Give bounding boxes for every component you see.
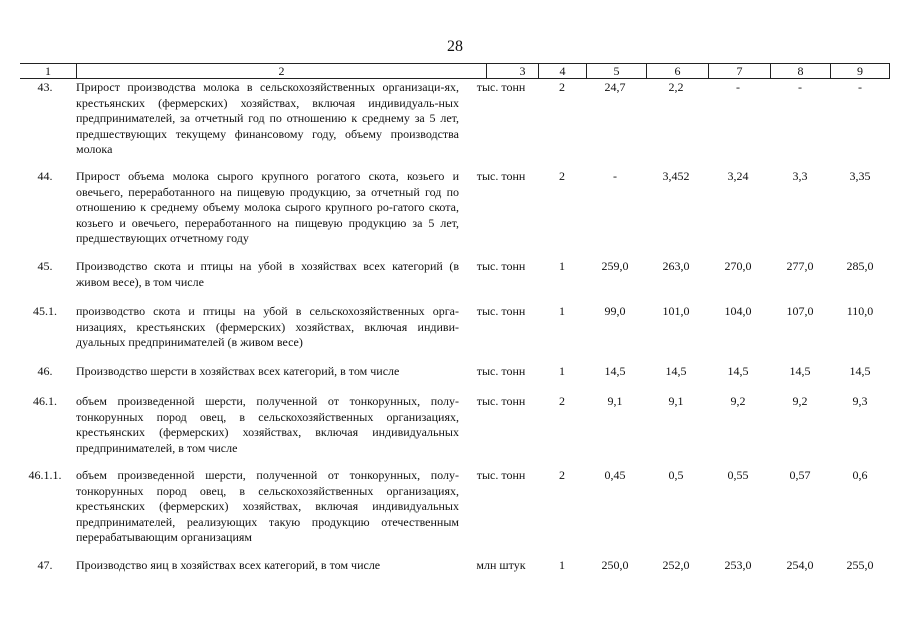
- row-col-9: 9,3: [852, 394, 868, 408]
- row-col-4: 2: [559, 80, 565, 94]
- row-unit: млн штук: [476, 558, 526, 572]
- row-col-6: 3,452: [662, 169, 690, 183]
- row-unit: тыс. тонн: [476, 259, 526, 273]
- row-col-5: 99,0: [604, 304, 626, 318]
- row-col-4: 2: [559, 394, 565, 408]
- row-col-8: 107,0: [786, 304, 814, 318]
- row-indicator-name: Прирост производства молока в сельскохозяйственных организаци-ях, крестьянских (фермерских) хозяйствах, включая индивидуаль-ных предпринимателей, за отчетный год по отношению к среднему за 5 лет, предшествующих текущему финансовому году, объему производства молока: [76, 80, 459, 156]
- row-col-6: 2,2: [668, 80, 684, 94]
- row-number: 47.: [37, 558, 53, 572]
- row-col-5: 9,1: [607, 394, 623, 408]
- row-col-4: 2: [559, 169, 565, 183]
- row-col-4: 1: [559, 364, 565, 378]
- row-col-4: 2: [559, 468, 565, 482]
- row-unit: тыс. тонн: [476, 169, 526, 183]
- row-col-8: 277,0: [786, 259, 814, 273]
- row-indicator-name: объем произведенной шерсти, полученной от тонкорунных, полу-тонкорунных пород овец, в сельскохозяйственных организациях, крестьянских (фермерских) хозяйствах, включая индивидуальных предпринимателей, реализующих такую продукцию отечественным перерабатывающим организациям: [76, 468, 459, 544]
- row-number: 46.: [37, 364, 53, 378]
- row-indicator-name: Производство шерсти в хозяйствах всех категорий, в том числе: [76, 364, 400, 378]
- row-indicator-name: Прирост объема молока сырого крупного рогатого скота, козьего и овечьего, переработанного на пищевую продукцию, за отчетный год по отношению к среднему объему молока сырого крупного ро-гатого скота, козьего и овечьего, переработанного на пищевую продукцию за 5 лет, предшествующих отчетному году: [76, 169, 459, 245]
- row-col-8: -: [798, 80, 802, 94]
- row-col-9: 3,35: [849, 169, 871, 183]
- row-number: 43.: [37, 80, 53, 94]
- row-indicator-name: Производство яиц в хозяйствах всех категорий, в том числе: [76, 558, 381, 572]
- row-col-9: -: [858, 80, 862, 94]
- row-indicator-name: производство скота и птицы на убой в сельскохозяйственных орга-низациях, крестьянских (фермерских) хозяйствах, включая индиви-дуальных предпринимателей (в живом весе): [76, 304, 459, 349]
- row-unit: тыс. тонн: [476, 304, 526, 318]
- header-col-3: 3: [486, 64, 558, 78]
- row-col-8: 3,3: [792, 169, 808, 183]
- row-col-9: 110,0: [846, 304, 874, 318]
- header-col-6: 6: [646, 64, 708, 78]
- header-col-8: 8: [770, 64, 830, 78]
- row-col-7: 253,0: [724, 558, 752, 572]
- row-col-5: -: [613, 169, 617, 183]
- row-unit: тыс. тонн: [476, 468, 526, 482]
- row-col-5: 259,0: [601, 259, 629, 273]
- row-unit: тыс. тонн: [476, 394, 526, 408]
- row-col-7: 270,0: [724, 259, 752, 273]
- row-col-8: 14,5: [789, 364, 811, 378]
- row-col-5: 14,5: [604, 364, 626, 378]
- row-col-7: 104,0: [724, 304, 752, 318]
- row-indicator-name: объем произведенной шерсти, полученной от тонкорунных, полу-тонкорунных пород овец, в сельскохозяйственных организациях, крестьянских (фермерских) хозяйствах, включая индивидуальных предпринимателей, в том числе: [76, 394, 459, 455]
- row-col-8: 254,0: [786, 558, 814, 572]
- row-col-4: 1: [559, 259, 565, 273]
- row-col-9: 0,6: [852, 468, 868, 482]
- header-col-9: 9: [830, 64, 890, 78]
- row-col-5: 0,45: [604, 468, 626, 482]
- row-col-7: 14,5: [727, 364, 749, 378]
- row-col-8: 9,2: [792, 394, 808, 408]
- row-number: 44.: [37, 169, 53, 183]
- page-number: 28: [447, 38, 463, 55]
- row-number: 46.1.1.: [28, 468, 62, 482]
- row-col-6: 252,0: [662, 558, 690, 572]
- header-col-5: 5: [586, 64, 646, 78]
- row-col-4: 1: [559, 558, 565, 572]
- row-number: 45.1.: [33, 304, 57, 318]
- header-col-7: 7: [708, 64, 770, 78]
- header-col-2: 2: [76, 64, 486, 78]
- row-col-6: 101,0: [662, 304, 690, 318]
- row-unit: тыс. тонн: [476, 364, 526, 378]
- row-indicator-name: Производство скота и птицы на убой в хозяйствах всех категорий (в живом весе), в том числе: [76, 259, 459, 289]
- row-col-8: 0,57: [789, 468, 811, 482]
- row-col-7: 0,55: [727, 468, 749, 482]
- row-col-7: 3,24: [727, 169, 749, 183]
- row-col-4: 1: [559, 304, 565, 318]
- header-col-1: 1: [45, 64, 51, 78]
- row-unit: тыс. тонн: [476, 80, 526, 94]
- row-col-6: 263,0: [662, 259, 690, 273]
- row-col-9: 255,0: [846, 558, 874, 572]
- row-col-7: -: [736, 80, 740, 94]
- row-col-6: 0,5: [668, 468, 684, 482]
- row-col-5: 24,7: [604, 80, 626, 94]
- header-col-4: 4: [538, 64, 586, 78]
- row-col-6: 14,5: [665, 364, 687, 378]
- row-col-7: 9,2: [730, 394, 746, 408]
- row-col-6: 9,1: [668, 394, 684, 408]
- row-col-9: 285,0: [846, 259, 874, 273]
- row-col-9: 14,5: [849, 364, 871, 378]
- row-col-5: 250,0: [601, 558, 629, 572]
- row-number: 45.: [37, 259, 53, 273]
- table-header: [20, 63, 890, 79]
- row-number: 46.1.: [33, 394, 57, 408]
